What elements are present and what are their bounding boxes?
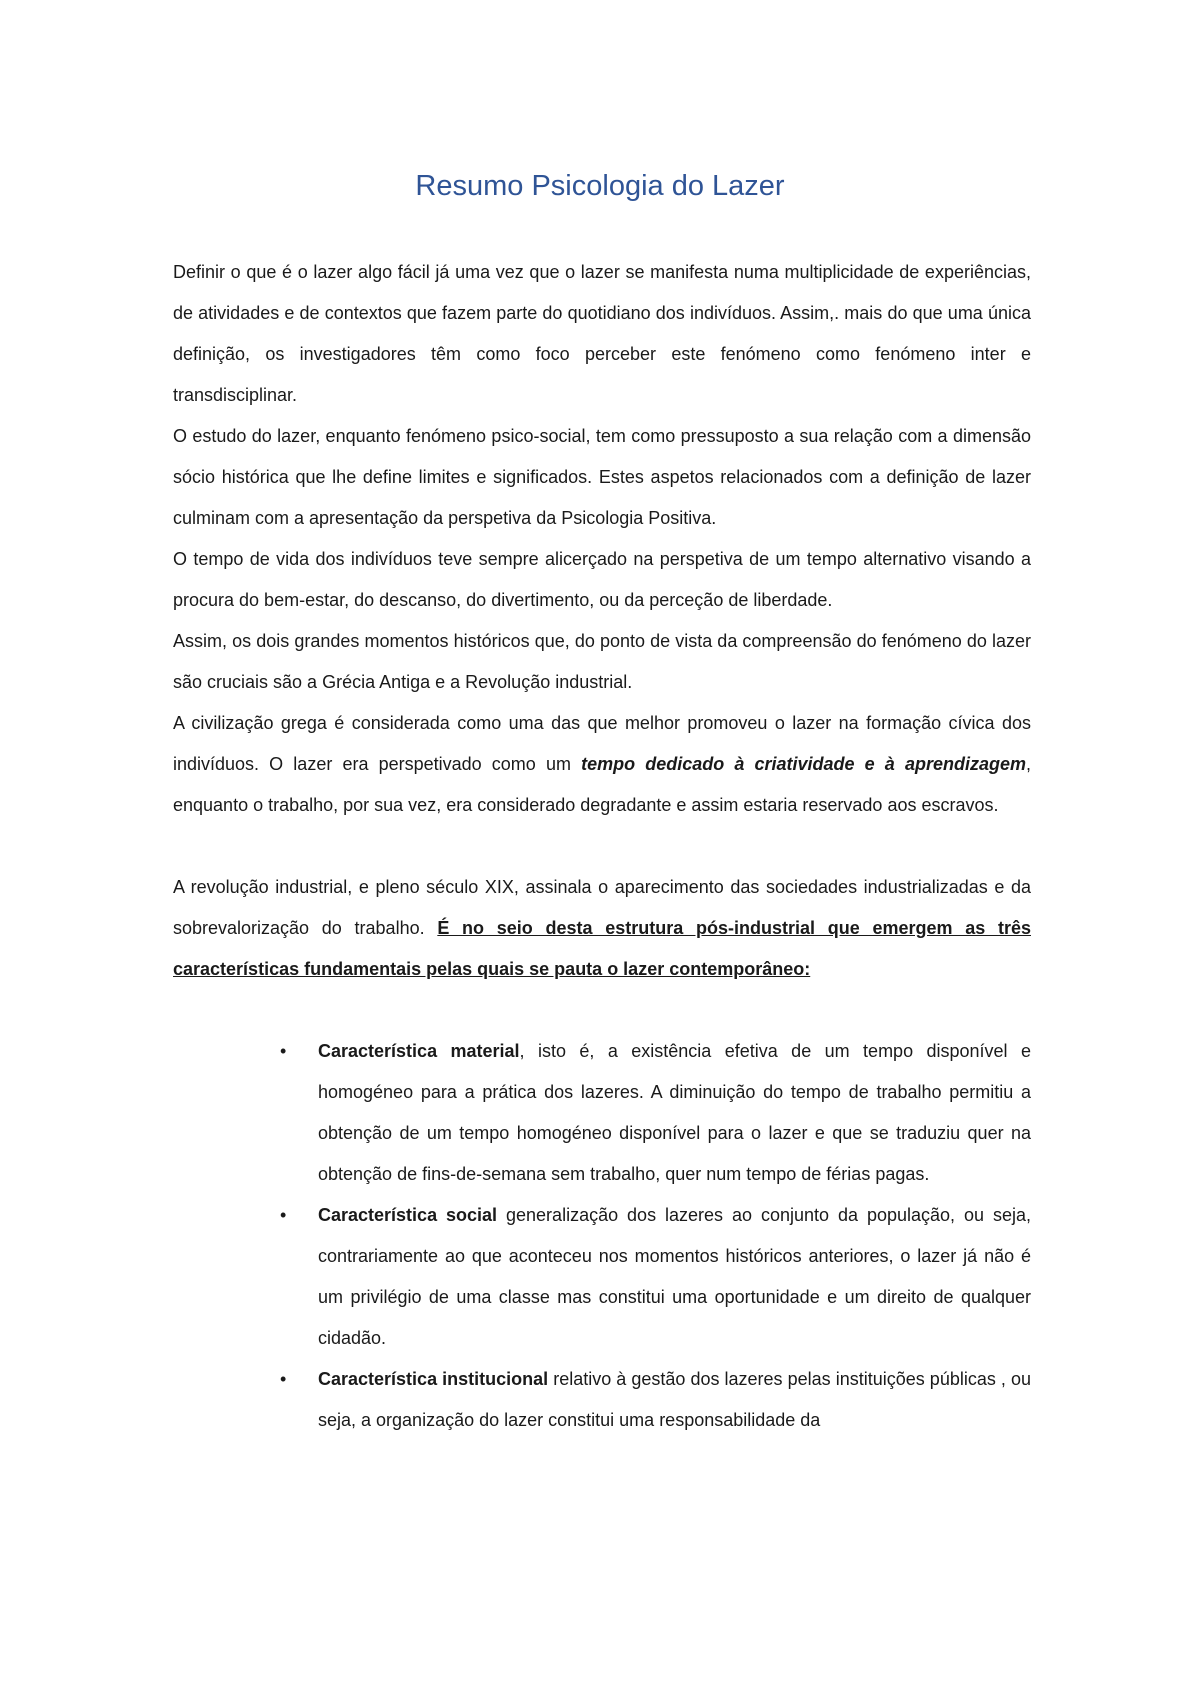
text-institutional: relativo à gestão dos lazeres pelas instituições públicas , ou seja, a organização do lazer constitui uma responsabilidade da — [318, 1369, 1031, 1430]
text-material: , isto é, a existência efetiva de um tempo disponível e homogéneo para a prática dos lazeres. A diminuição do tempo de trabalho permitiu a obtenção de um tempo homogéneo disponível para o lazer e que se traduziu quer na obtenção de fins-de-semana sem trabalho, quer num tempo de férias pagas. — [318, 1041, 1031, 1184]
greek-emphasis: tempo dedicado à criatividade e à aprendizagem — [581, 754, 1026, 774]
paragraph-spacer — [173, 990, 1031, 1031]
paragraph-greek-civilization — [173, 703, 1031, 826]
paragraph-industrial-revolution — [173, 867, 1031, 990]
paragraph-definition: Definir o que é o lazer algo fácil já uma vez que o lazer se manifesta numa multiplicidade de experiências, de atividades e de contextos que fazem parte do quotidiano dos indivíduos. Assim,. mais do que uma única definição, os investigadores têm como foco perceber este fenómeno como fenómeno inter e transdisciplinar. — [173, 262, 1031, 405]
document-body — [173, 252, 1031, 1441]
list-item-material — [173, 1031, 1031, 1195]
term-institutional: Característica institucional — [318, 1369, 549, 1389]
list-item-social — [173, 1195, 1031, 1359]
greek-text-after: , enquanto o trabalho, por sua vez, era considerado degradante e assim estaria reservado aos escravos. — [173, 754, 1031, 815]
term-social: Característica social — [318, 1205, 498, 1225]
greek-text-before: A civilização grega é considerada como uma das que melhor promoveu o lazer na formação cívica dos indivíduos. O lazer era perspetivado como um — [173, 713, 1031, 774]
industrial-text-before: A revolução industrial, e pleno século XIX, assinala o aparecimento das sociedades industrializadas e da sobrevalorização do trabalho. — [173, 877, 1031, 938]
paragraph-historical-moments: Assim, os dois grandes momentos históricos que, do ponto de vista da compreensão do fenómeno do lazer são cruciais são a Grécia Antiga e a Revolução industrial. — [173, 631, 1031, 692]
document-title: Resumo Psicologia do Lazer — [415, 170, 785, 202]
paragraph-study: O estudo do lazer, enquanto fenómeno psico-social, tem como pressuposto a sua relação com a dimensão sócio histórica que lhe define limites e significados. Estes aspetos relacionados com a definição de lazer culminam com a apresentação da perspetiva da Psicologia Positiva. — [173, 426, 1031, 528]
bullet-icon: • — [280, 1369, 287, 1389]
industrial-emphasis: É no seio desta estrutura pós-industrial que emergem as três características fundamentais pelas quais se pauta o lazer contemporâneo: — [173, 918, 1031, 979]
paragraph-spacer — [173, 826, 1031, 867]
text-social: generalização dos lazeres ao conjunto da população, ou seja, contrariamente ao que aconteceu nos momentos históricos anteriores, o lazer já não é um privilégio de uma classe mas constitui uma oportunidade e um direito de qualquer cidadão. — [318, 1205, 1031, 1348]
list-item-institutional — [173, 1359, 1031, 1441]
bullet-icon: • — [280, 1205, 287, 1225]
characteristics-list — [173, 1031, 1031, 1441]
bullet-icon: • — [280, 1041, 287, 1061]
term-material: Característica material — [318, 1041, 520, 1061]
paragraph-life-time: O tempo de vida dos indivíduos teve sempre alicerçado na perspetiva de um tempo alternativo visando a procura do bem-estar, do descanso, do divertimento, ou da perceção de liberdade. — [173, 549, 1031, 610]
